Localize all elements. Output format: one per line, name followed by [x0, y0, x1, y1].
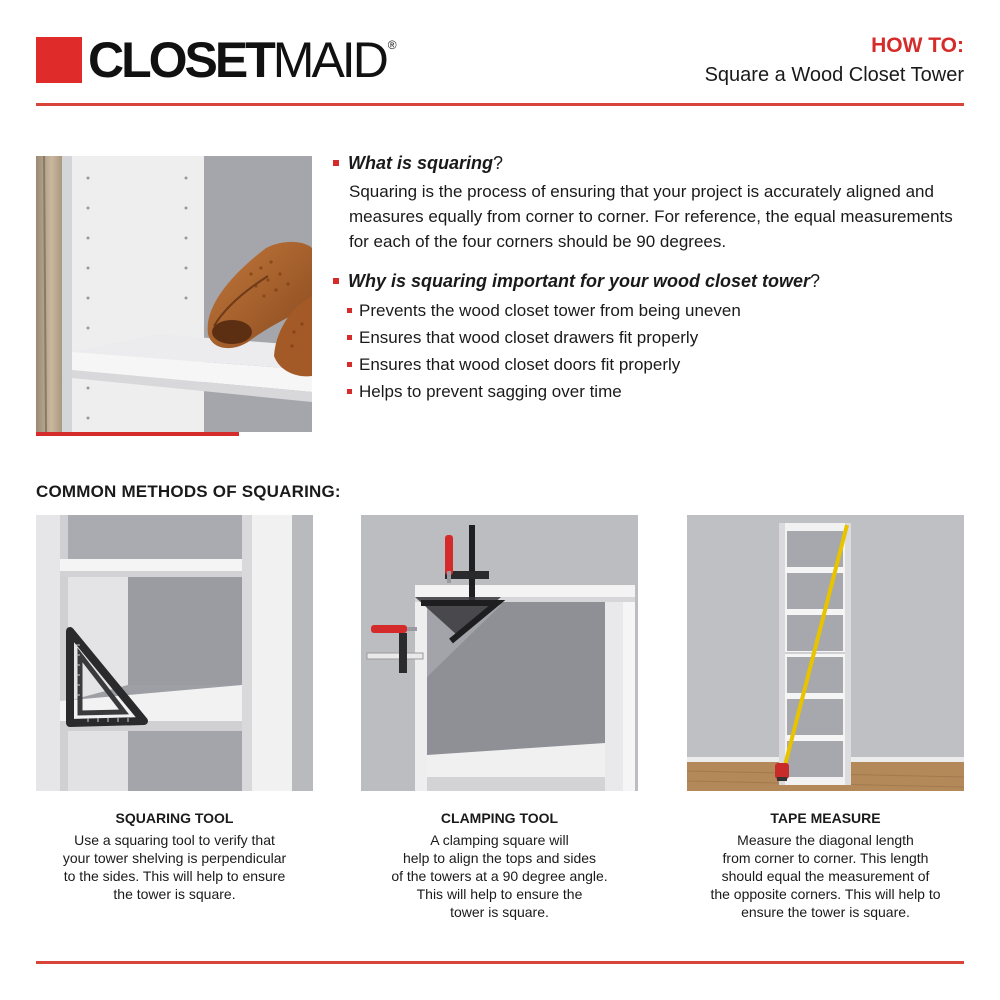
- logo-text-maid: MAID: [272, 32, 386, 88]
- closetmaid-logo: [36, 32, 397, 88]
- question-text: Why is squaring important for your wood closet tower: [348, 271, 811, 291]
- red-bullet-icon: [347, 362, 352, 367]
- description-line: This will help to ensure the: [416, 886, 583, 902]
- red-bullet-icon: [347, 335, 352, 340]
- list-item: [347, 378, 973, 405]
- description-line: from corner to corner. This length: [722, 850, 929, 866]
- method-title: SQUARING TOOL: [115, 810, 234, 826]
- red-bullet-icon: [333, 160, 339, 166]
- method-description: [361, 831, 638, 921]
- page-title: HOW TO:: [871, 34, 964, 57]
- reason-text: Ensures that wood closet doors fit properly: [359, 355, 681, 374]
- reason-text: Ensures that wood closet drawers fit properly: [359, 328, 699, 347]
- description-line: your tower shelving is perpendicular: [62, 850, 287, 866]
- description-line: of the towers at a 90 degree angle.: [391, 868, 608, 884]
- intro-faq: [333, 150, 973, 405]
- method-clamping-tool: [361, 515, 638, 921]
- methods-heading: COMMON METHODS OF SQUARING:: [36, 482, 341, 501]
- hero-shelf-shoes-photo: [36, 156, 312, 432]
- logo-text-closet: CLOSET: [88, 32, 273, 88]
- description-line: A clamping square will: [430, 832, 569, 848]
- registered-mark: ®: [387, 38, 397, 52]
- description-line: to the sides. This will help to ensure: [63, 868, 286, 884]
- description-line: tower is square.: [450, 904, 549, 920]
- reasons-list: [347, 297, 973, 405]
- tape-measure-photo: [687, 515, 964, 791]
- method-description: [36, 831, 313, 903]
- question-mark: ?: [493, 153, 504, 173]
- question-mark: ?: [810, 271, 821, 291]
- logo-red-square: [36, 37, 82, 83]
- red-bullet-icon: [333, 278, 339, 284]
- reason-text: Helps to prevent sagging over time: [359, 382, 622, 401]
- description-line: help to align the tops and sides: [402, 850, 597, 866]
- description-line: ensure the tower is square.: [741, 904, 910, 920]
- description-line: Use a squaring tool to verify that: [74, 832, 275, 848]
- method-title: TAPE MEASURE: [770, 810, 881, 826]
- clamping-tool-photo: [361, 515, 638, 791]
- logo-wordmark: [88, 32, 386, 88]
- hero-accent-bar: [36, 432, 239, 436]
- page-subtitle: Square a Wood Closet Tower: [704, 64, 964, 86]
- method-description: [687, 831, 964, 921]
- list-item: [347, 324, 973, 351]
- squaring-tool-photo: [36, 515, 313, 791]
- question-text: What is squaring: [348, 153, 494, 173]
- red-bullet-icon: [347, 308, 352, 313]
- question-what-is-squaring: [333, 150, 973, 176]
- reason-text: Prevents the wood closet tower from being uneven: [359, 301, 741, 320]
- list-item: [347, 297, 973, 324]
- description-line: the tower is square.: [113, 886, 236, 902]
- description-line: the opposite corners. This will help to: [710, 886, 941, 902]
- list-item: [347, 351, 973, 378]
- method-title: CLAMPING TOOL: [440, 810, 559, 826]
- description-line: should equal the measurement of: [721, 868, 930, 884]
- footer-divider: [36, 961, 964, 964]
- description-line: Measure the diagonal length: [737, 832, 914, 848]
- answer-what-is-squaring: Squaring is the process of ensuring that your project is accurately aligned and measures equally from corner to corner. For reference, the equal measurements for each of the four corners should be 90 degrees.: [349, 182, 953, 251]
- header-divider: [36, 103, 964, 106]
- method-tape-measure: [687, 515, 964, 921]
- header-title-block: [705, 34, 964, 92]
- red-bullet-icon: [347, 389, 352, 394]
- question-why-important: [333, 268, 973, 294]
- method-squaring-tool: [36, 515, 313, 903]
